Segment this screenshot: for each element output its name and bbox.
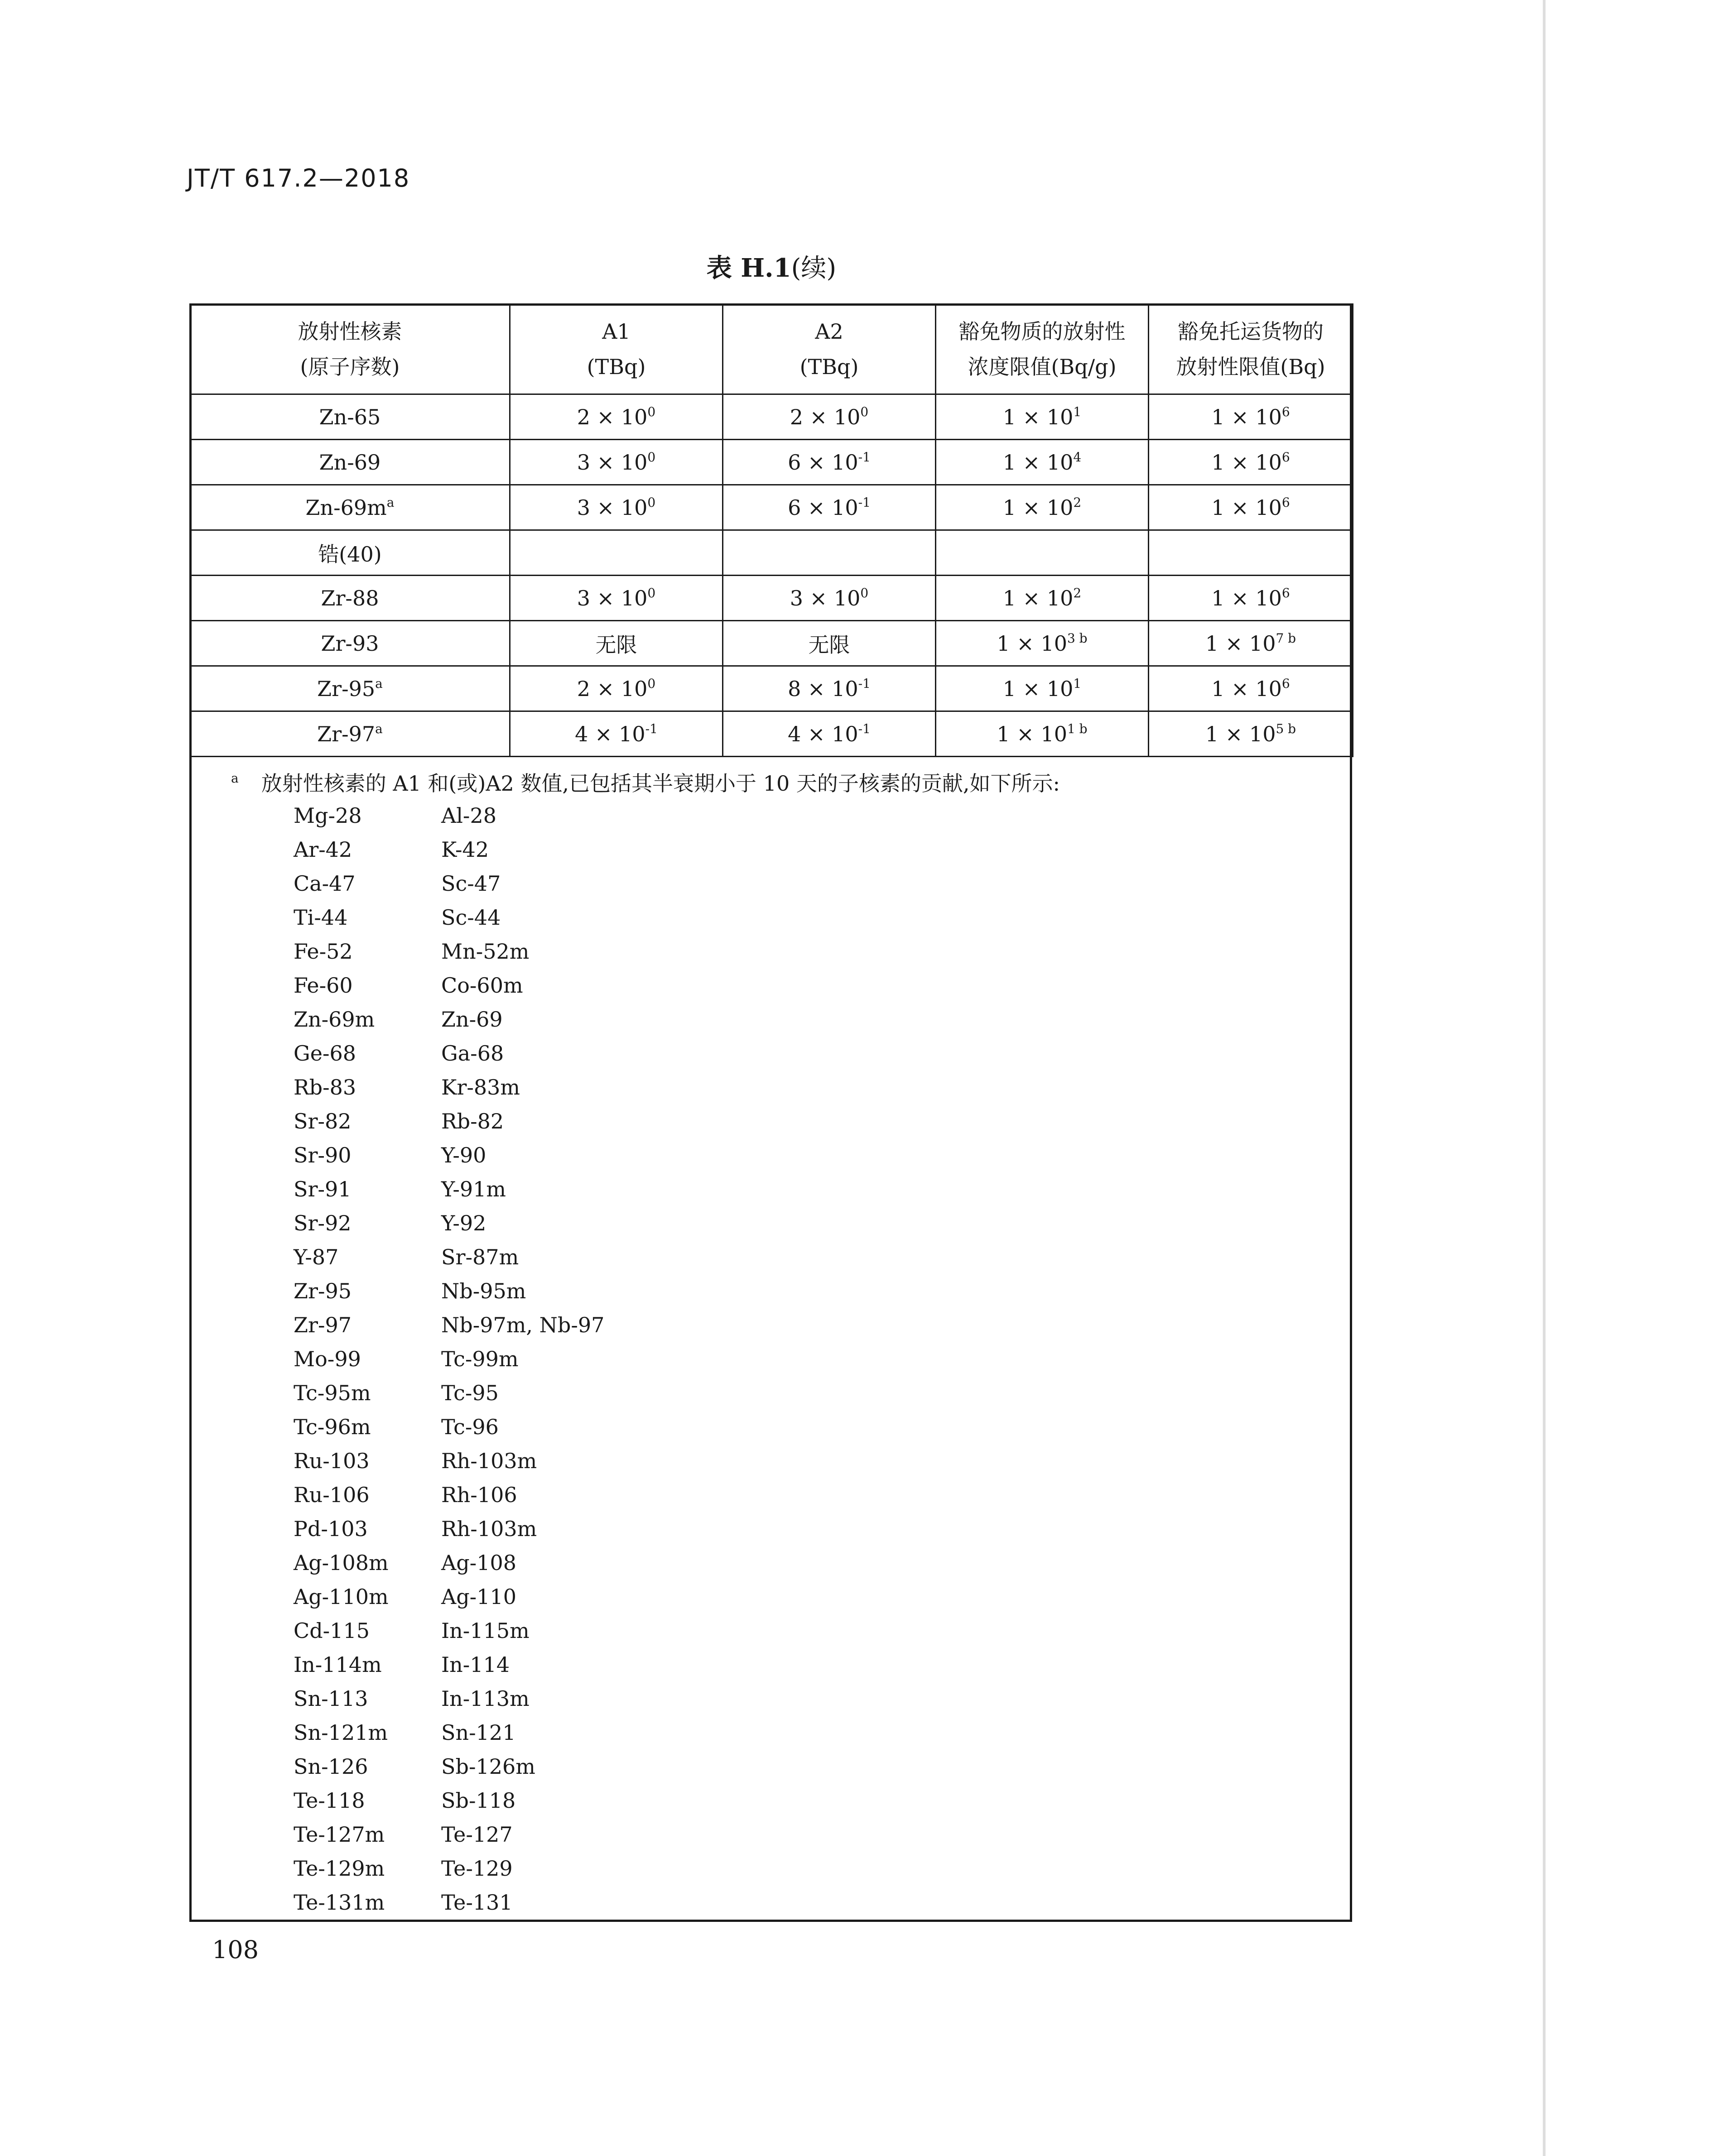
footnote-a: [231, 767, 1060, 797]
daughter-nuclide: Te-131: [441, 1890, 513, 1915]
parent-nuclide: Zr-95: [294, 1279, 352, 1303]
nuclide-table: [189, 303, 1353, 757]
list-item: [294, 1682, 604, 1716]
footnote-a-mark: a: [231, 771, 239, 786]
cell-a1: 无限: [510, 621, 723, 666]
cell-a2: $3 \times 10^0$: [723, 576, 936, 621]
parent-nuclide: Ca-47: [294, 871, 356, 896]
parent-nuclide: Sr-90: [294, 1143, 352, 1167]
list-item: [294, 833, 604, 867]
list-item: [294, 1003, 604, 1037]
list-item: [294, 1342, 604, 1376]
document-code: JT/T 617.2—2018: [187, 164, 410, 192]
cell-a2: $2 \times 10^0$: [723, 394, 936, 440]
parent-nuclide: Te-127m: [294, 1822, 385, 1847]
daughter-nuclide: Sr-87m: [441, 1245, 519, 1269]
column-header-activity-concentration: 豁免物质的放射性 浓度限值(Bq/g): [936, 304, 1149, 394]
parent-nuclide: Y-87: [294, 1245, 339, 1269]
parent-nuclide: Fe-52: [294, 939, 353, 964]
table-title-continued: (续): [791, 254, 837, 283]
parent-nuclide: Sn-121m: [294, 1720, 388, 1745]
cell-activity-concentration: $1 \times 10^{1 b}$: [936, 711, 1149, 757]
cell-nuclide: Zr-97$^a$: [190, 711, 510, 757]
cell-a1: $2 \times 10^0$: [510, 666, 723, 711]
daughter-nuclide: K-42: [441, 837, 489, 862]
table-row: [190, 440, 1353, 485]
cell-consignment-limit: $1 \times 10^6$: [1149, 485, 1353, 530]
cell-a2: $6 \times 10^{-1}$: [723, 485, 936, 530]
cell-a2: $4 \times 10^{-1}$: [723, 711, 936, 757]
table-row: [190, 530, 1353, 576]
list-item: [294, 1206, 604, 1240]
table-title-label: 表 H.1: [706, 253, 791, 283]
list-item: [294, 1376, 604, 1410]
daughter-nuclide: Nb-95m: [441, 1279, 526, 1303]
daughter-nuclide: In-115m: [441, 1618, 530, 1643]
list-item: [294, 1614, 604, 1648]
cell-consignment-limit: [1149, 530, 1353, 576]
list-item: [294, 867, 604, 901]
cell-nuclide: $Zn-69m^a$: [190, 485, 510, 530]
daughter-nuclide: Tc-99m: [441, 1347, 519, 1371]
parent-nuclide: Te-131m: [294, 1890, 385, 1915]
parent-nuclide: Ag-110m: [294, 1585, 389, 1609]
list-item: [294, 1716, 604, 1750]
list-item: [294, 1750, 604, 1784]
cell-consignment-limit: $1 \times 10^{7 b}$: [1149, 621, 1353, 666]
cell-activity-concentration: $1 \times 10^2$: [936, 576, 1149, 621]
list-item: [294, 1886, 604, 1920]
list-item: [294, 1410, 604, 1444]
cell-activity-concentration: $1 \times 10^1$: [936, 666, 1149, 711]
daughter-nuclide: Sc-47: [441, 871, 501, 896]
cell-nuclide: Zn-69: [190, 440, 510, 485]
column-header-nuclide: 放射性核素 (原子序数): [190, 304, 510, 394]
cell-a2: $6 \times 10^{-1}$: [723, 440, 936, 485]
list-item: [294, 935, 604, 969]
daughter-nuclide: Y-92: [441, 1211, 486, 1235]
parent-nuclide: Te-118: [294, 1788, 365, 1813]
cell-nuclide: Zn-65: [190, 394, 510, 440]
cell-a1: $4 \times 10^{-1}$: [510, 711, 723, 757]
list-item: [294, 1784, 604, 1818]
daughter-nuclide: Zn-69: [441, 1007, 503, 1032]
cell-a1: $2 \times 10^0$: [510, 394, 723, 440]
parent-nuclide: Ge-68: [294, 1041, 356, 1066]
daughter-nuclide: In-114: [441, 1652, 510, 1677]
daughter-nuclide: Mn-52m: [441, 939, 530, 964]
list-item: [294, 799, 604, 833]
cell-activity-concentration: $1 \times 10^{3 b}$: [936, 621, 1149, 666]
list-item: [294, 1478, 604, 1512]
parent-nuclide: Ti-44: [294, 905, 348, 930]
cell-consignment-limit: $1 \times 10^6$: [1149, 576, 1353, 621]
cell-a1: $3 \times 10^0$: [510, 440, 723, 485]
parent-nuclide: Mo-99: [294, 1347, 361, 1371]
parent-nuclide: Zr-97: [294, 1313, 352, 1337]
parent-nuclide: Sr-91: [294, 1177, 352, 1201]
cell-activity-concentration: [936, 530, 1149, 576]
table-row: [190, 485, 1353, 530]
cell-nuclide: Zr-88: [190, 576, 510, 621]
cell-consignment-limit: $1 \times 10^{5 b}$: [1149, 711, 1353, 757]
parent-nuclide: Sn-113: [294, 1686, 368, 1711]
list-item: [294, 1240, 604, 1274]
daughter-nuclide: Sc-44: [441, 905, 501, 930]
list-item: [294, 1274, 604, 1308]
daughter-nuclide: Ag-108: [441, 1551, 517, 1575]
daughter-nuclide: Rh-103m: [441, 1449, 537, 1473]
table-row: [190, 666, 1353, 711]
daughter-nuclide: Te-129: [441, 1856, 513, 1881]
cell-a1: $3 \times 10^0$: [510, 485, 723, 530]
parent-nuclide: Sr-82: [294, 1109, 352, 1133]
parent-daughter-list: [294, 799, 604, 1920]
daughter-nuclide: Tc-95: [441, 1381, 499, 1405]
cell-activity-concentration: $1 \times 10^2$: [936, 485, 1149, 530]
table-footnotes: [189, 761, 1352, 1920]
daughter-nuclide: Co-60m: [441, 973, 523, 998]
list-item: [294, 1444, 604, 1478]
daughter-nuclide: Sb-118: [441, 1788, 516, 1813]
parent-nuclide: Te-129m: [294, 1856, 385, 1881]
cell-consignment-limit: $1 \times 10^6$: [1149, 394, 1353, 440]
daughter-nuclide: Y-90: [441, 1143, 486, 1167]
list-item: [294, 1308, 604, 1342]
parent-nuclide: Mg-28: [294, 803, 362, 828]
column-header-a1: A1 (TBq): [510, 304, 723, 394]
daughter-nuclide: Y-91m: [441, 1177, 506, 1201]
list-item: [294, 1071, 604, 1104]
page-edge-rule: [1543, 0, 1546, 2156]
parent-nuclide: Ru-106: [294, 1483, 370, 1507]
cell-a1: $3 \times 10^0$: [510, 576, 723, 621]
daughter-nuclide: Rb-82: [441, 1109, 504, 1133]
daughter-nuclide: Ag-110: [441, 1585, 517, 1609]
page-number: 108: [212, 1935, 259, 1964]
parent-nuclide: Rb-83: [294, 1075, 356, 1100]
list-item: [294, 1104, 604, 1138]
column-header-consignment-limit: 豁免托运货物的 放射性限值(Bq): [1149, 304, 1353, 394]
cell-nuclide: 锆(40): [190, 530, 510, 576]
parent-nuclide: Tc-96m: [294, 1415, 371, 1439]
list-item: [294, 1138, 604, 1172]
daughter-nuclide: Al-28: [441, 803, 497, 828]
cell-nuclide: Zr-93: [190, 621, 510, 666]
list-item: [294, 1512, 604, 1546]
cell-activity-concentration: $1 \times 10^4$: [936, 440, 1149, 485]
cell-consignment-limit: $1 \times 10^6$: [1149, 666, 1353, 711]
cell-nuclide: Zr-95$^a$: [190, 666, 510, 711]
parent-nuclide: Fe-60: [294, 973, 353, 998]
footnote-a-text: 放射性核素的 A1 和(或)A2 数值,已包括其半衰期小于 10 天的子核素的贡献,如下所示:: [261, 771, 1060, 796]
list-item: [294, 969, 604, 1003]
list-item: [294, 1648, 604, 1682]
table-row: [190, 394, 1353, 440]
cell-a2: 无限: [723, 621, 936, 666]
table-row: [190, 711, 1353, 757]
list-item: [294, 1037, 604, 1071]
list-item: [294, 1852, 604, 1886]
daughter-nuclide: Te-127: [441, 1822, 513, 1847]
list-item: [294, 901, 604, 935]
daughter-nuclide: Ga-68: [441, 1041, 504, 1066]
parent-nuclide: Sr-92: [294, 1211, 352, 1235]
parent-nuclide: Sn-126: [294, 1754, 368, 1779]
table-row: [190, 621, 1353, 666]
table-title: [0, 248, 1543, 284]
parent-nuclide: In-114m: [294, 1652, 382, 1677]
cell-a1: [510, 530, 723, 576]
daughter-nuclide: Tc-96: [441, 1415, 499, 1439]
table-row: [190, 576, 1353, 621]
list-item: [294, 1818, 604, 1852]
list-item: [294, 1172, 604, 1206]
daughter-nuclide: In-113m: [441, 1686, 530, 1711]
table-header-row: [190, 304, 1353, 394]
daughter-nuclide: Sb-126m: [441, 1754, 535, 1779]
column-header-a2: A2 (TBq): [723, 304, 936, 394]
cell-activity-concentration: $1 \times 10^1$: [936, 394, 1149, 440]
list-item: [294, 1580, 604, 1614]
list-item: [294, 1546, 604, 1580]
daughter-nuclide: Nb-97m, Nb-97: [441, 1313, 605, 1337]
parent-nuclide: Ar-42: [294, 837, 352, 862]
daughter-nuclide: Kr-83m: [441, 1075, 520, 1100]
cell-a2: [723, 530, 936, 576]
cell-a2: $8 \times 10^{-1}$: [723, 666, 936, 711]
daughter-nuclide: Rh-106: [441, 1483, 517, 1507]
parent-nuclide: Zn-69m: [294, 1007, 375, 1032]
parent-nuclide: Tc-95m: [294, 1381, 371, 1405]
parent-nuclide: Ru-103: [294, 1449, 370, 1473]
daughter-nuclide: Rh-103m: [441, 1517, 537, 1541]
parent-nuclide: Cd-115: [294, 1618, 370, 1643]
daughter-nuclide: Sn-121: [441, 1720, 516, 1745]
parent-nuclide: Pd-103: [294, 1517, 368, 1541]
cell-consignment-limit: $1 \times 10^6$: [1149, 440, 1353, 485]
parent-nuclide: Ag-108m: [294, 1551, 389, 1575]
